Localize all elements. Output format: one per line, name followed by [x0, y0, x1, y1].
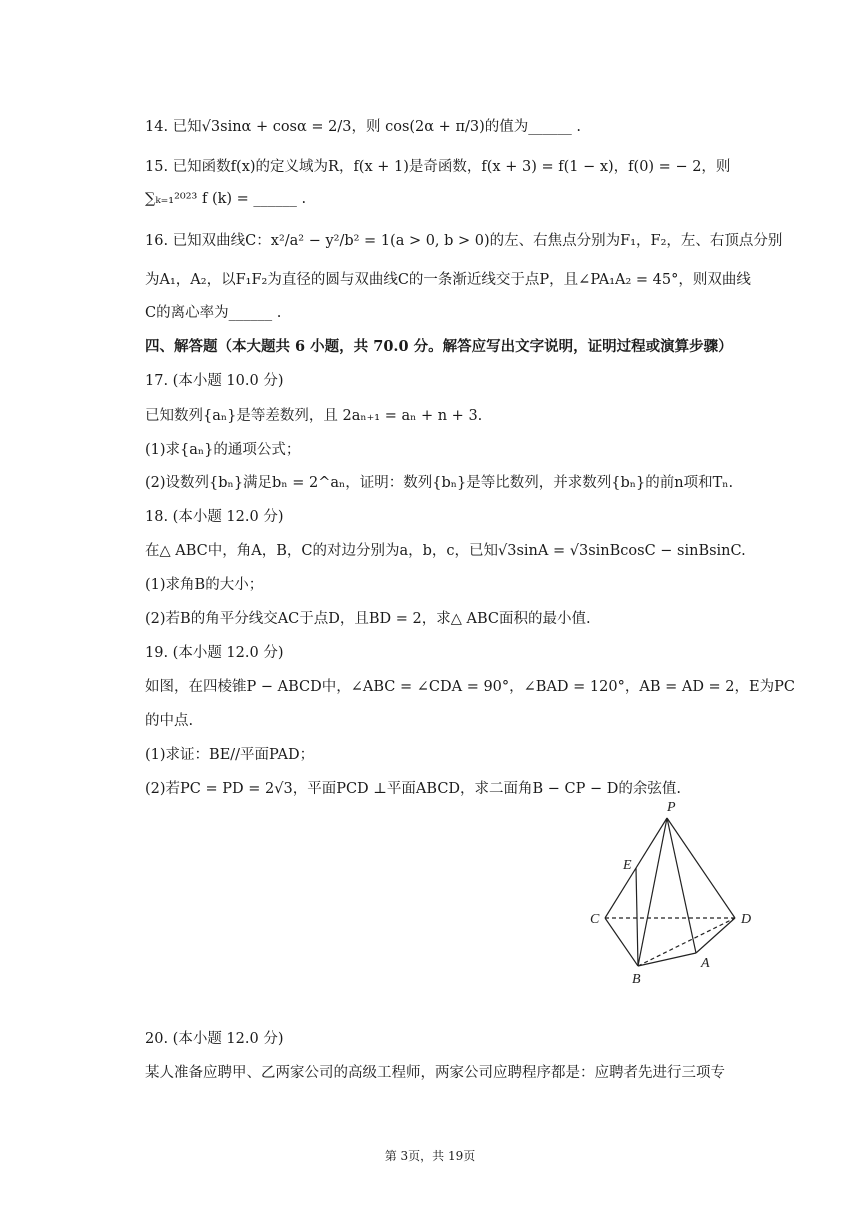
label-b: B: [632, 972, 641, 987]
label-c: C: [590, 912, 600, 927]
question-18-part-2: (2)若B的角平分线交AC于点D，且BD = 2，求△ ABC面积的最小值.: [145, 611, 591, 627]
edge-pa: [667, 818, 696, 953]
edge-be: [636, 868, 638, 966]
edge-cb: [605, 918, 638, 966]
question-18-part-1: (1)求角B的大小；: [145, 577, 264, 593]
question-16-line-1: 16. 已知双曲线C：x²/a² − y²/b² = 1(a > 0, b > 0)的左、右焦点分别为F₁，F₂，左、右顶点分别: [145, 233, 783, 249]
question-16-line-2: 为A₁，A₂，以F₁F₂为直径的圆与双曲线C的一条渐近线交于点P，且∠PA₁A₂ = 45°，则双曲线: [145, 272, 751, 288]
question-15-line-2: ∑ₖ₌₁²⁰²³ f (k) = ______ .: [145, 191, 307, 207]
edge-pb: [638, 818, 667, 966]
edge-ba: [638, 953, 696, 966]
question-20-header: 20. (本小题 12.0 分): [145, 1031, 284, 1047]
label-p: P: [667, 800, 676, 815]
label-d: D: [741, 912, 752, 927]
question-17-part-2: (2)设数列{bₙ}满足bₙ = 2^aₙ，证明：数列{bₙ}是等比数列，并求数列{bₙ}的前n项和Tₙ.: [145, 475, 734, 491]
question-17-header: 17. (本小题 10.0 分): [145, 373, 284, 389]
question-19-part-1: (1)求证：BE//平面PAD；: [145, 747, 315, 763]
question-19-part-2: (2)若PC = PD = 2√3，平面PCD ⊥平面ABCD，求二面角B − CP − D的余弦值.: [145, 781, 682, 797]
question-17-stem: 已知数列{aₙ}是等差数列，且 2aₙ₊₁ = aₙ + n + 3.: [145, 408, 483, 424]
page-footer: 第 3页，共 19页: [384, 1149, 476, 1163]
edge-ad: [696, 918, 735, 953]
question-19-header: 19. (本小题 12.0 分): [145, 645, 284, 661]
label-e: E: [623, 858, 632, 873]
question-17-part-1: (1)求{aₙ}的通项公式；: [145, 442, 301, 458]
question-14: 14. 已知√3sinα + cosα = 2/3，则 cos(2α + π/3)的值为______ .: [145, 119, 581, 135]
question-18-stem: 在△ ABC中，角A，B，C的对边分别为a，b，c，已知√3sinA = √3sinBcosC − sinBsinC.: [145, 543, 746, 559]
question-16-line-3: C的离心率为______ .: [145, 305, 282, 321]
question-19-stem-line-1: 如图，在四棱锥P − ABCD中，∠ABC = ∠CDA = 90°，∠BAD = 120°，AB = AD = 2，E为PC: [145, 679, 795, 695]
question-15-line-1: 15. 已知函数f(x)的定义域为R，f(x + 1)是奇函数，f(x + 3) = f(1 − x)，f(0) = − 2，则: [145, 159, 731, 175]
section-heading: 四、解答题（本大题共 6 小题，共 70.0 分。解答应写出文字说明，证明过程或演算步骤）: [145, 338, 733, 355]
pyramid-figure: [585, 795, 765, 995]
question-19-stem-line-2: 的中点.: [145, 713, 194, 729]
edge-bd-hidden: [638, 918, 735, 966]
question-20-stem: 某人准备应聘甲、乙两家公司的高级工程师，两家公司应聘程序都是：应聘者先进行三项专: [145, 1065, 725, 1081]
label-a: A: [701, 956, 710, 971]
question-18-header: 18. (本小题 12.0 分): [145, 509, 284, 525]
